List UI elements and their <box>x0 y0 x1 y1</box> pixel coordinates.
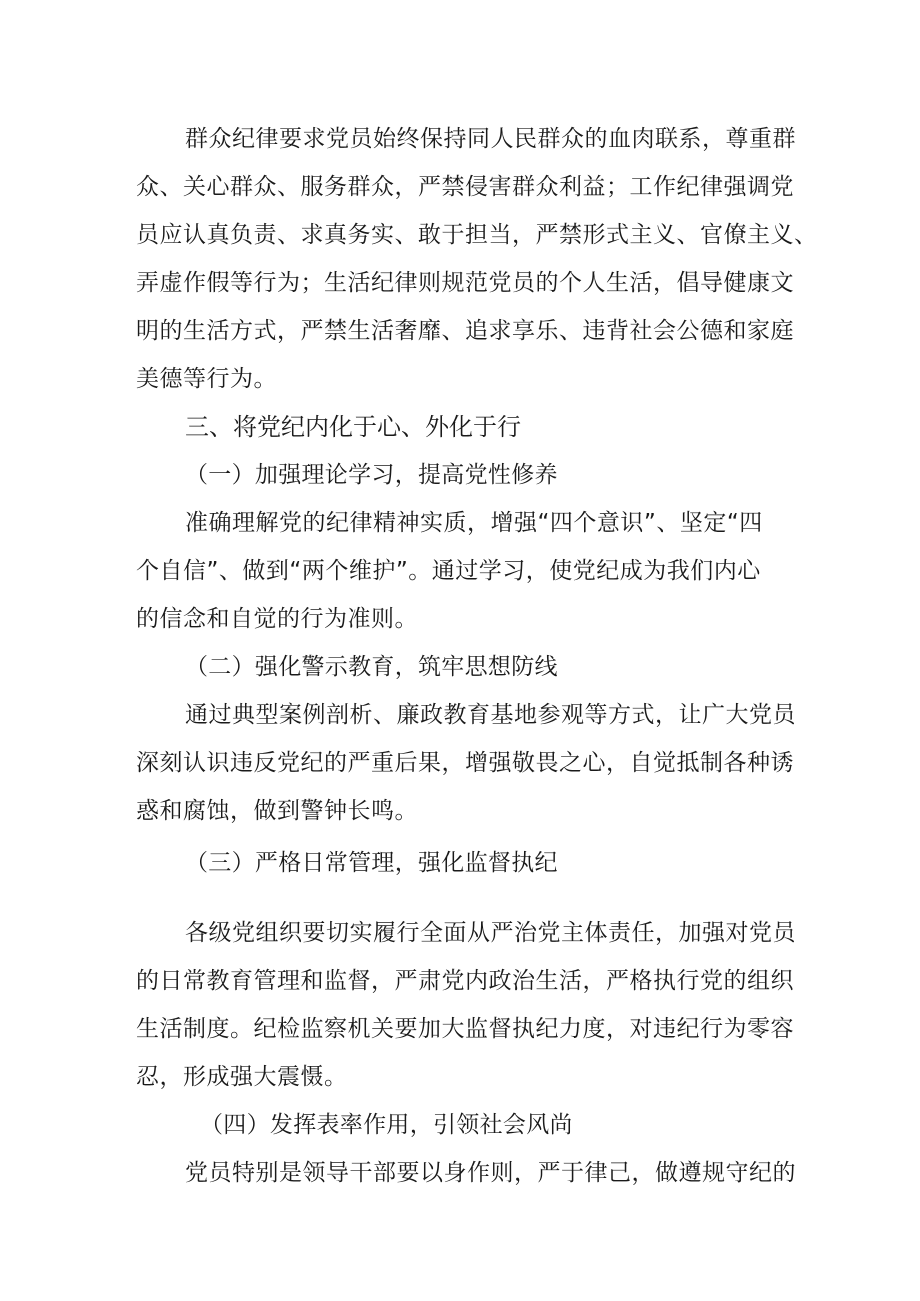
para3-line-3: 惑和腐蚀，做到警钟长鸣。 <box>136 798 418 824</box>
subheading-1: （一）加强理论学习，提高党性修养 <box>185 462 558 488</box>
section-heading: 三、将党纪内化于心、外化于行 <box>185 413 521 441</box>
subheading-3: （三）严格日常管理，强化监督执纪 <box>185 850 558 876</box>
subheading-4: （四）发挥表率作用，引领社会风尚 <box>200 1112 573 1138</box>
para3-line-1: 通过典型案例剖析、廉政教育基地参观等方式，让广大党员 <box>185 702 796 728</box>
para1-line-1: 群众纪律要求党员始终保持同人民群众的血肉联系，尊重群 <box>185 126 796 152</box>
para3-line-2: 深刻认识违反党纪的严重后果，增强敬畏之心，自觉抵制各种诱 <box>136 750 794 776</box>
para4-line-2: 的日常教育管理和监督，严肃党内政治生活，严格执行党的组织 <box>136 968 794 994</box>
para1-line-3: 员应认真负责、求真务实、敢于担当，严禁形式主义、官僚主义、 <box>136 222 818 248</box>
para5-line-1: 党员特别是领导干部要以身作则，严于律己，做遵规守纪的 <box>185 1160 796 1186</box>
para4-line-4: 忍，形成强大震慑。 <box>136 1064 348 1090</box>
para1-line-2: 众、关心群众、服务群众，严禁侵害群众利益；工作纪律强调党 <box>136 174 794 200</box>
para1-line-4: 弄虚作假等行为；生活纪律则规范党员的个人生活，倡导健康文 <box>136 270 794 296</box>
para2-line-2: 个自信”、做到“两个维护”。通过学习，使党纪成为我们内心 <box>136 558 761 584</box>
para1-line-5: 明的生活方式，严禁生活奢靡、追求享乐、违背社会公德和家庭 <box>136 318 794 344</box>
para4-line-1: 各级党组织要切实履行全面从严治党主体责任，加强对党员 <box>185 920 796 946</box>
para1-line-6: 美德等行为。 <box>136 366 277 392</box>
subheading-2: （二）强化警示教育，筑牢思想防线 <box>185 654 558 680</box>
para4-line-3: 生活制度。纪检监察机关要加大监督执纪力度，对违纪行为零容 <box>136 1016 794 1042</box>
para2-line-1: 准确理解党的纪律精神实质，增强“四个意识”、坚定“四 <box>185 510 763 536</box>
para2-line-3: 的信念和自觉的行为准则。 <box>136 606 418 632</box>
